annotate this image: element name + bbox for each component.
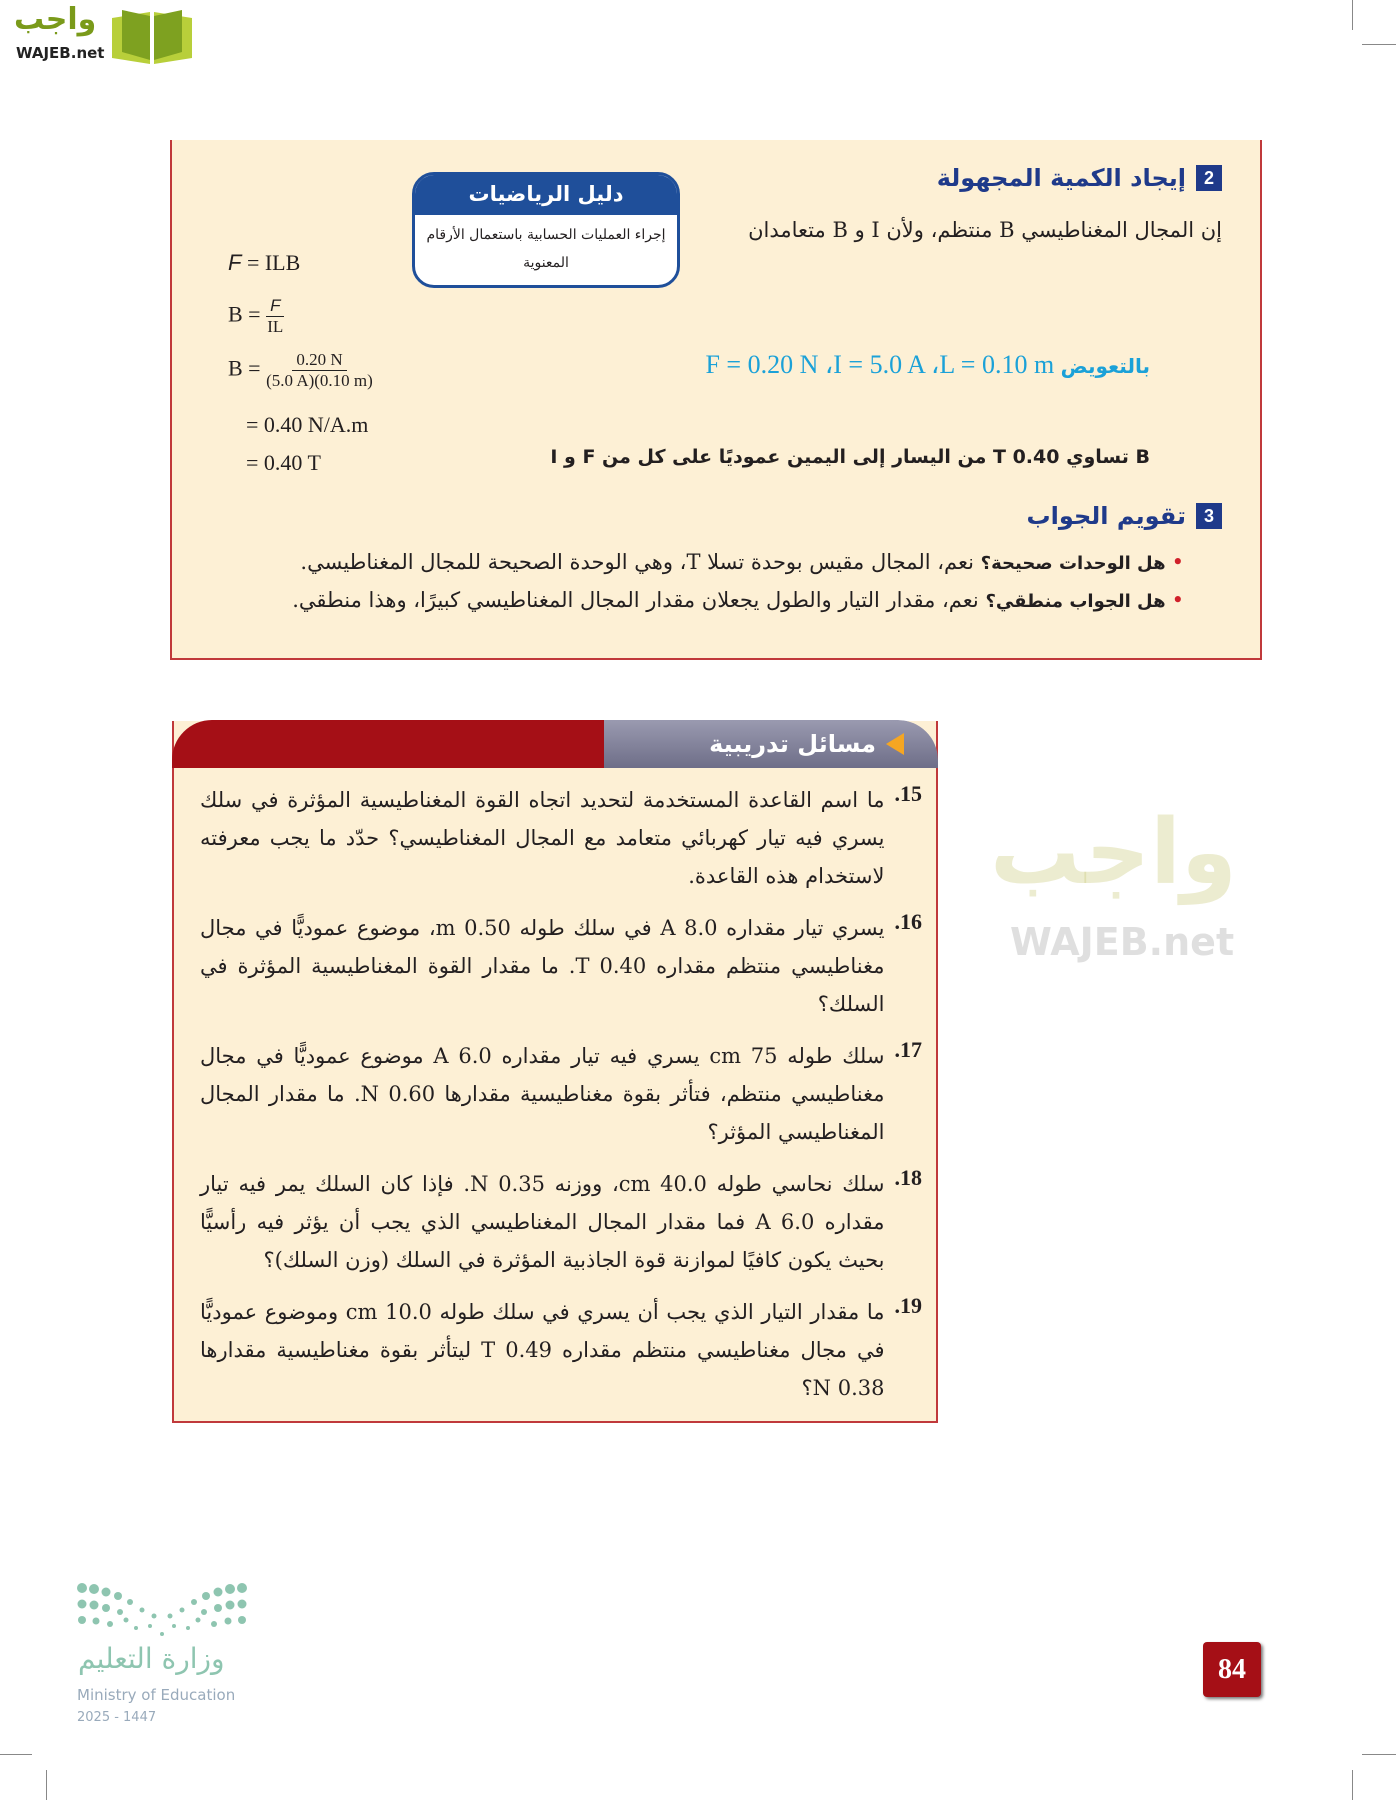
ministry-arabic: وزارة التعليم [78, 1642, 225, 1675]
problem-number: 17. [894, 1037, 922, 1062]
equation-1 [228, 250, 300, 276]
ministry-logo [76, 1580, 256, 1730]
crop-mark [1362, 44, 1396, 45]
step-title: تقويم الجواب [1026, 502, 1186, 530]
triangle-icon [886, 733, 904, 755]
header-red-band [172, 720, 604, 768]
math-guide-body: إجراء العمليات الحسابية باستعمال الأرقام المعنوية [426, 227, 666, 271]
practice-box [172, 721, 938, 1423]
eq-lhs: B = [228, 301, 261, 327]
eq-rhs: = ILB [246, 250, 301, 275]
problem-16 [200, 909, 922, 1023]
fraction [266, 350, 373, 391]
step2-intro: إن المجال المغناطيسي B منتظم، ولأن I و B متعامدان [748, 218, 1222, 242]
substitution-line [705, 350, 1150, 380]
crop-mark [0, 1754, 32, 1755]
problem-number: 18. [894, 1165, 922, 1190]
math-guide-title: دليل الرياضيات [415, 175, 677, 215]
watermark-english: WAJEB.net [1010, 920, 1235, 964]
fraction [266, 296, 284, 337]
numerator: F [266, 296, 284, 317]
header-gray-band [604, 720, 938, 768]
bullet-answer: نعم، مقدار التيار والطول يجعلان مقدار المجال المغناطيسي كبيرًا، وهذا منطقي. [292, 588, 986, 612]
step2-heading [937, 164, 1222, 192]
ministry-english: Ministry of Education [77, 1686, 236, 1704]
bullet-answer: نعم، المجال مقيس بوحدة تسلا T، وهي الوحدة الصحيحة للمجال المغناطيسي. [300, 550, 981, 574]
step-title: إيجاد الكمية المجهولة [936, 164, 1186, 192]
bullet-question: هل الوحدات صحيحة؟ [980, 553, 1166, 574]
math-guide-box[interactable] [412, 172, 680, 288]
watermark-arabic: واجب [990, 800, 1237, 905]
result-statement: B تساوي 0.40 T من اليسار إلى اليمين عموديًا على كل من F و I [550, 446, 1150, 468]
wajeb-logo[interactable] [8, 2, 193, 68]
step-number: 2 [1196, 165, 1222, 191]
crop-mark [1352, 0, 1353, 30]
crop-mark [1352, 1770, 1353, 1800]
step3-heading [1027, 502, 1222, 530]
problem-text: سلك نحاسي طوله 40.0 cm، ووزنه 0.35 N. فإذا كان السلك يمر فيه تيار مقداره 6.0 A فما مقدار المجال المغناطيسي الذي يجب أن يؤثر فيه رأسيًّا بحيث يكون كافيًا لموازنة قوة الجاذبية المؤثرة في السلك (وزن السلك)؟ [200, 1172, 885, 1272]
problem-text: ما اسم القاعدة المستخدمة لتحديد اتجاه القوة المغناطيسية المؤثرة في سلك يسري فيه تيار كهربائي متعامد مع المجال المغناطيسي؟ حدّد ما يجب معرفته لاستخدام هذه القاعدة. [200, 788, 885, 888]
practice-title: مسائل تدريبية [709, 730, 876, 758]
crop-mark [1362, 1754, 1396, 1755]
equation-3 [228, 350, 373, 391]
numerator: 0.20 N [292, 350, 346, 371]
logo-english: WAJEB.net [16, 44, 105, 62]
denominator: (5.0 A)(0.10 m) [266, 371, 373, 390]
problem-18 [200, 1165, 922, 1279]
page-number: 84 [1203, 1642, 1261, 1697]
ministry-dots-icon [76, 1580, 248, 1640]
book-icon [110, 8, 194, 66]
problem-text: سلك طوله 75 cm يسري فيه تيار مقداره 6.0 A موضوع عموديًّا في مجال مغناطيسي منتظم، فتأثر بقوة مغناطيسية مقدارها 0.60 N. ما مقدار المجال المغناطيسي المؤثر؟ [200, 1044, 885, 1144]
problem-number: 19. [894, 1293, 922, 1318]
equation-4: = 0.40 N/A.m [246, 412, 369, 437]
logo-arabic: واجب [14, 2, 97, 37]
eq-lhs: B = [228, 355, 261, 381]
practice-header [172, 720, 938, 768]
problem-15 [200, 781, 922, 895]
problem-text: ما مقدار التيار الذي يجب أن يسري في سلك طوله 10.0 cm وموضوع عموديًّا في مجال مغناطيسي منتظم مقداره 0.49 T ليتأثر بقوة مغناطيسية مقدارها 0.38 N؟ [200, 1300, 885, 1400]
eq-var: F [228, 250, 242, 275]
crop-mark [46, 1770, 47, 1800]
equation-2 [228, 296, 284, 337]
bullet-question: هل الجواب منطقي؟ [985, 591, 1166, 612]
substitution-label: بالتعويض [1060, 354, 1150, 378]
problem-number: 15. [894, 781, 922, 806]
problem-19 [200, 1293, 922, 1407]
step-number: 3 [1196, 503, 1222, 529]
example-box [170, 140, 1262, 660]
problem-17 [200, 1037, 922, 1151]
bullet-item: •هل الجواب منطقي؟ نعم، مقدار التيار والطول يجعلان مقدار المجال المغناطيسي كبيرًا، وهذا منطقي. [292, 588, 1184, 612]
step3-bullets [224, 544, 1184, 620]
substitution-values: F = 0.20 N ،I = 5.0 A ،L = 0.10 m [705, 350, 1055, 379]
ministry-year: 2025 - 1447 [77, 1710, 157, 1725]
denominator: IL [267, 317, 284, 336]
problem-number: 16. [894, 909, 922, 934]
equation-5: = 0.40 T [246, 450, 321, 475]
problem-text: يسري تيار مقداره 8.0 A في سلك طوله 0.50 m، موضوع عموديًّا في مجال مغناطيسي منتظم مقداره 0.40 T. ما مقدار القوة المغناطيسية المؤثرة في السلك؟ [200, 916, 885, 1016]
problem-list [200, 781, 922, 1407]
bullet-item: •هل الوحدات صحيحة؟ نعم، المجال مقيس بوحدة تسلا T، وهي الوحدة الصحيحة للمجال المغناطيسي. [300, 550, 1184, 574]
